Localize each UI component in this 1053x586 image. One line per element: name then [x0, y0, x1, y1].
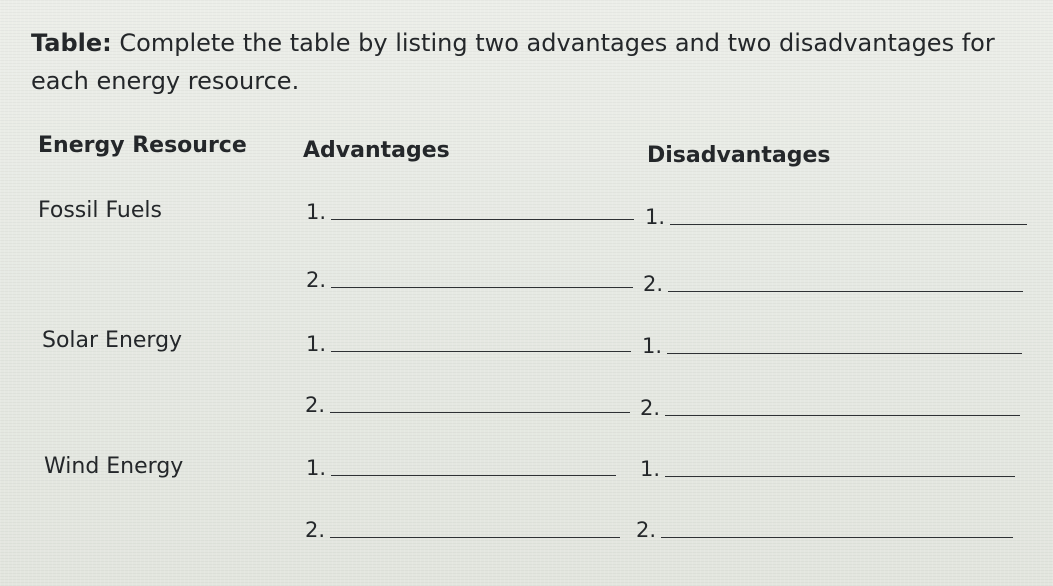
blank-line — [668, 291, 1023, 292]
answer-blank-solar-advantage-2[interactable] — [305, 393, 635, 417]
answer-blank-solar-advantage-1[interactable] — [306, 332, 636, 356]
resource-solar-energy: Solar Energy — [42, 328, 183, 353]
answer-blank-fossil-disadvantage-2[interactable] — [643, 272, 1028, 296]
instruction-label: Table: — [31, 29, 112, 57]
instruction-text — [31, 24, 1041, 100]
blank-line — [331, 475, 616, 476]
header-advantages: Advantages — [303, 138, 450, 163]
blank-line — [670, 224, 1027, 225]
blank-number: 2. — [640, 396, 661, 420]
blank-number: 2. — [305, 518, 326, 542]
blank-line — [661, 537, 1013, 538]
answer-blank-wind-advantage-2[interactable] — [305, 518, 635, 542]
blank-number: 1. — [645, 205, 666, 229]
blank-line — [330, 537, 620, 538]
blank-number: 2. — [305, 393, 326, 417]
blank-line — [331, 219, 634, 220]
blank-number: 2. — [306, 268, 327, 292]
instruction-body: Complete the table by listing two advantages and two disadvantages for each energy resource. — [31, 29, 995, 95]
blank-line — [330, 412, 630, 413]
resource-wind-energy: Wind Energy — [44, 454, 184, 479]
blank-number: 1. — [306, 456, 327, 480]
blank-number: 2. — [643, 272, 664, 296]
blank-number: 1. — [640, 457, 661, 481]
resource-fossil-fuels: Fossil Fuels — [38, 198, 162, 223]
blank-line — [665, 415, 1020, 416]
answer-blank-wind-advantage-1[interactable] — [306, 456, 636, 480]
answer-blank-fossil-advantage-2[interactable] — [306, 268, 636, 292]
answer-blank-wind-disadvantage-2[interactable] — [636, 518, 1021, 542]
blank-number: 1. — [306, 200, 327, 224]
blank-number: 1. — [642, 334, 663, 358]
blank-line — [665, 476, 1015, 477]
blank-number: 1. — [306, 332, 327, 356]
header-energy-resource: Energy Resource — [38, 133, 247, 158]
blank-line — [667, 353, 1022, 354]
answer-blank-wind-disadvantage-1[interactable] — [640, 457, 1025, 481]
header-disadvantages: Disadvantages — [647, 143, 831, 168]
blank-line — [331, 287, 633, 288]
answer-blank-fossil-disadvantage-1[interactable] — [645, 205, 1030, 229]
blank-line — [331, 351, 631, 352]
answer-blank-fossil-advantage-1[interactable] — [306, 200, 636, 224]
answer-blank-solar-disadvantage-2[interactable] — [640, 396, 1025, 420]
blank-number: 2. — [636, 518, 657, 542]
answer-blank-solar-disadvantage-1[interactable] — [642, 334, 1027, 358]
